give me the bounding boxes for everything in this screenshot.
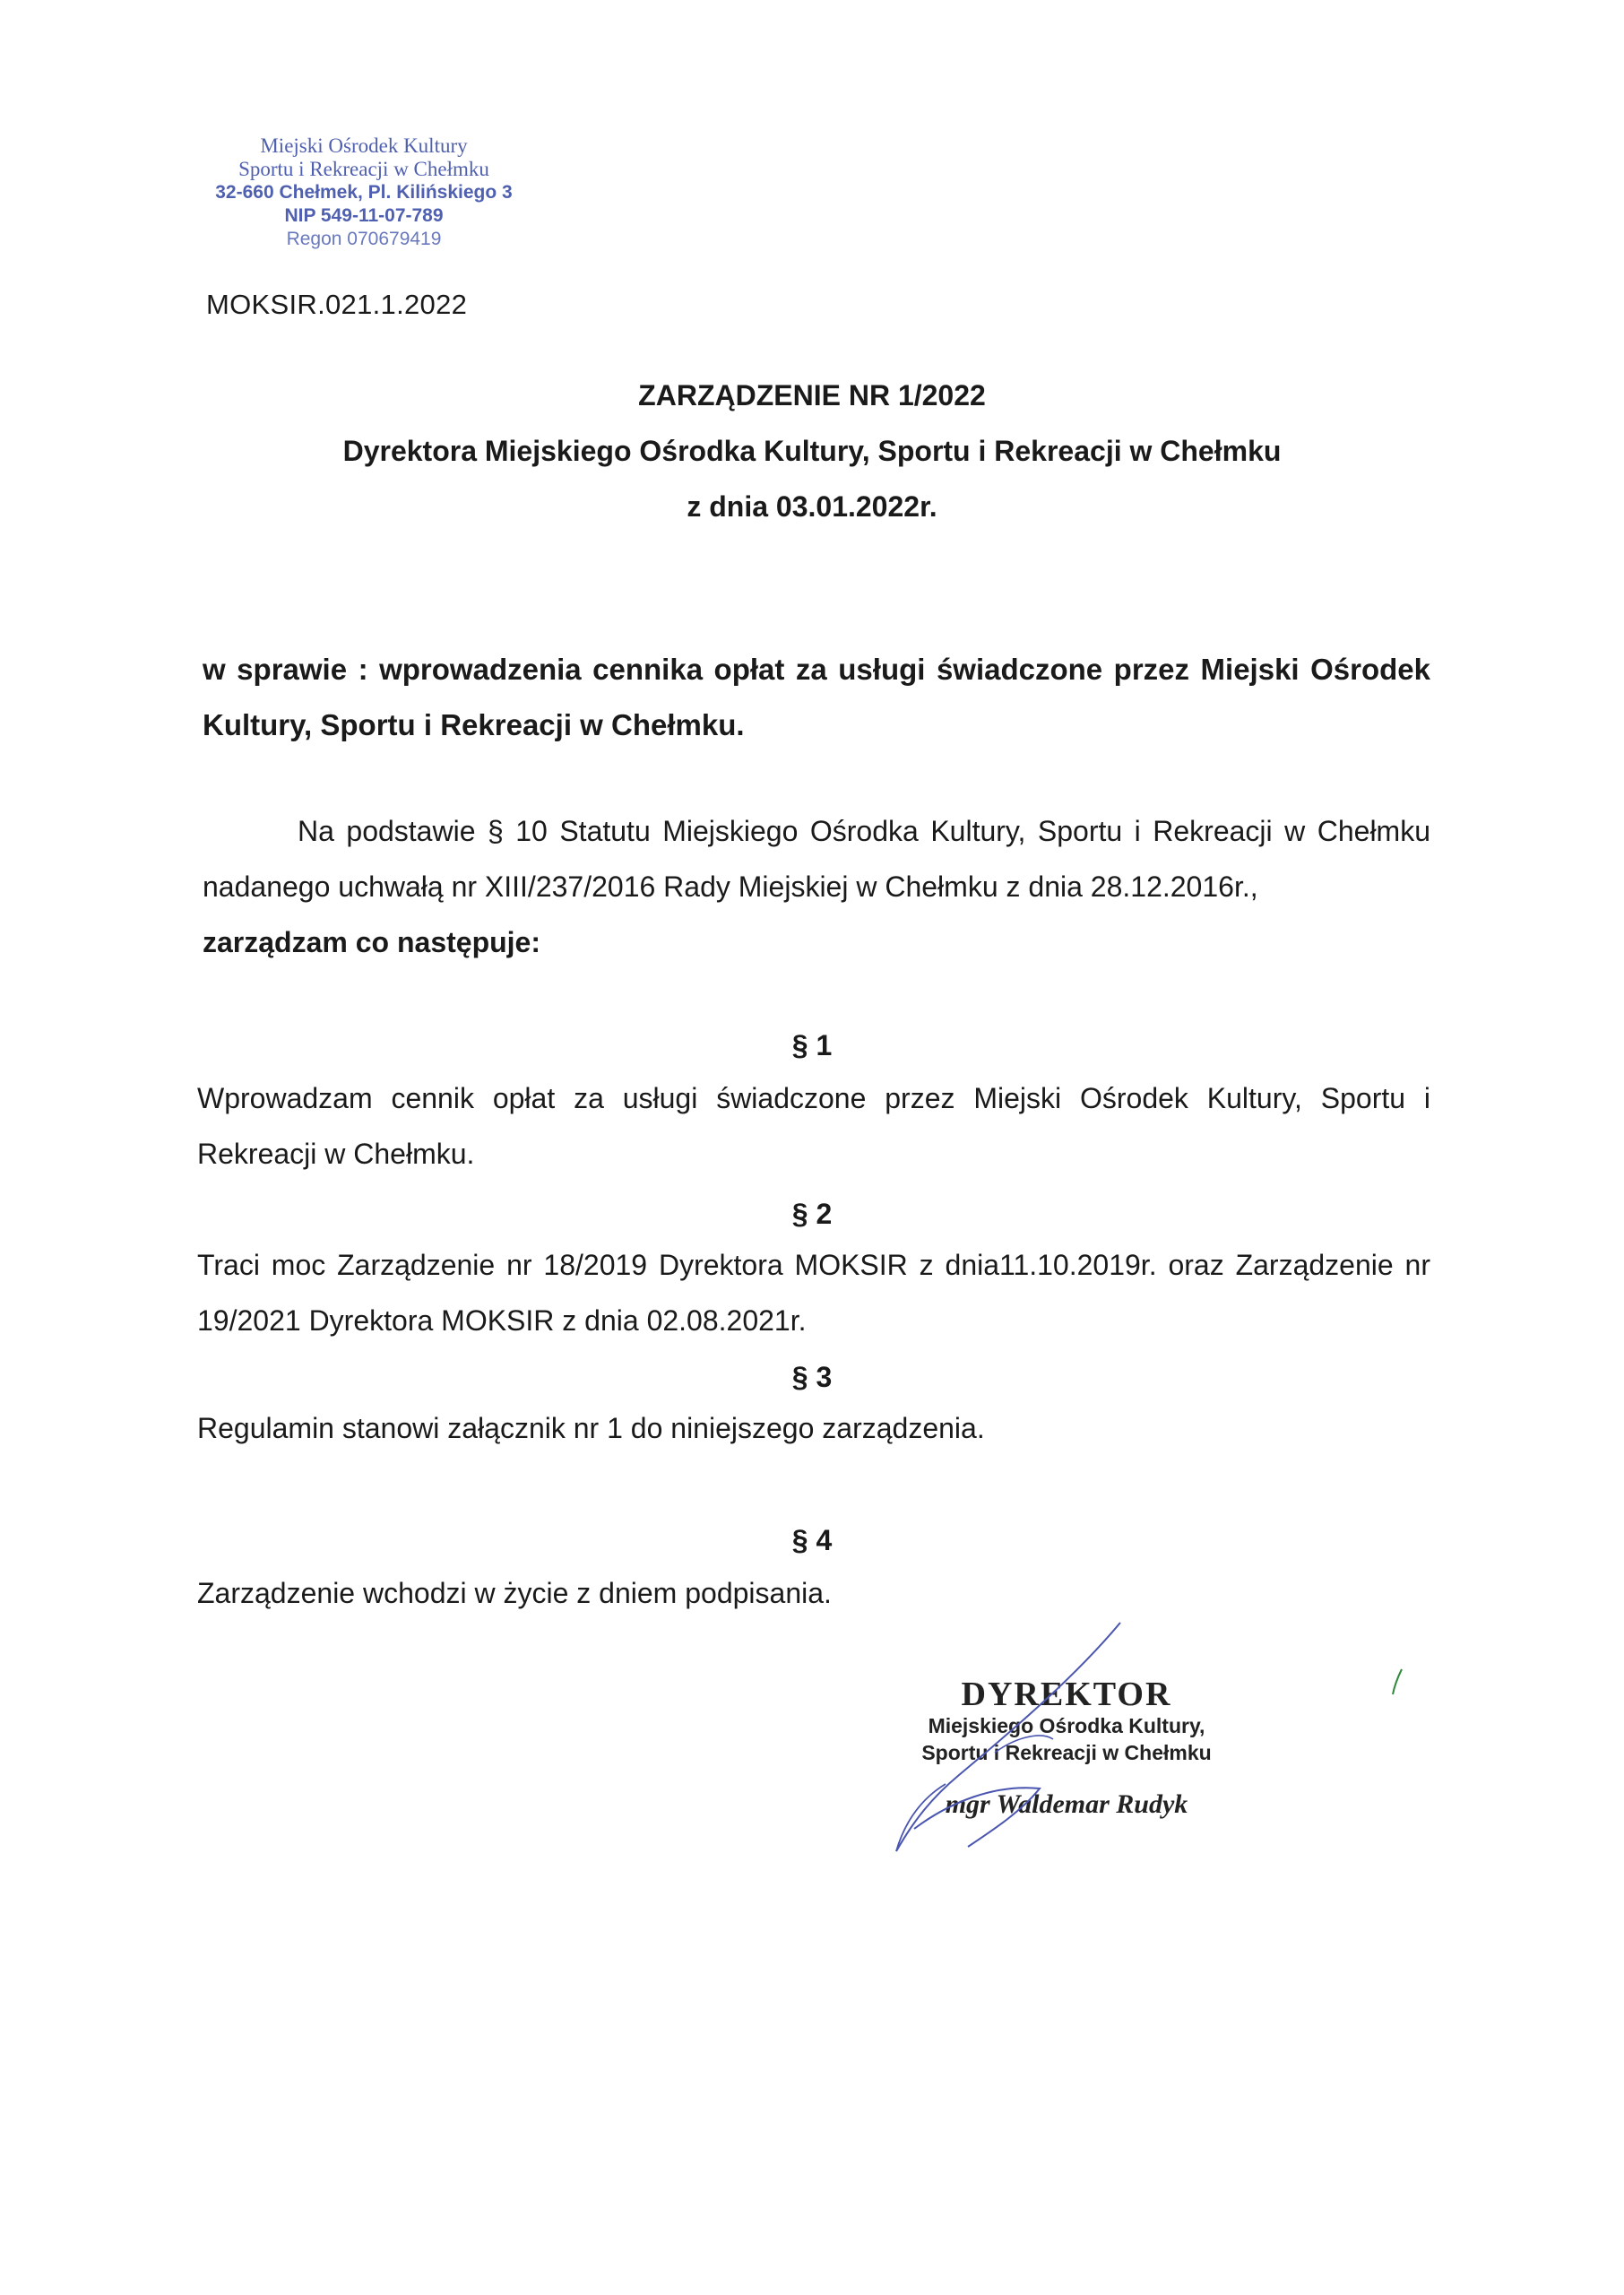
signature-name: mgr Waldemar Rudyk <box>945 1789 1188 1819</box>
signature-title: DYREKTOR <box>961 1676 1172 1713</box>
legal-basis-closing: zarządzam co następuje: <box>203 926 540 958</box>
paragraph-3-text: Regulamin stanowi załącznik nr 1 do niniejszego zarządzenia. <box>197 1412 985 1444</box>
stamp-line-regon: Regon 070679419 <box>286 229 442 249</box>
document-date: z dnia 03.01.2022r. <box>687 490 937 523</box>
paragraph-3-label: § 3 <box>791 1361 833 1393</box>
document-title: ZARZĄDZENIE NR 1/2022 <box>638 379 986 411</box>
stamp-line-name: Miejski Ośrodek Kultury <box>260 134 468 157</box>
signature-org-line-2: Sportu i Rekreacji w Chełmku <box>921 1741 1212 1764</box>
paragraph-2-text: Traci moc Zarządzenie nr 18/2019 Dyrektora MOKSIR z dnia11.10.2019r. oraz Zarządzenie nr 19/2021 Dyrektora MOKSIR z dnia 02.08.2021r. <box>197 1249 1430 1337</box>
document-issuer: Dyrektora Miejskiego Ośrodka Kultury, Sportu i Rekreacji w Chełmku <box>342 435 1282 467</box>
pen-mark <box>1380 1658 1416 1703</box>
stamp-line-unit: Sportu i Rekreacji w Chełmku <box>238 158 489 180</box>
reference-number: MOKSIR.021.1.2022 <box>206 289 468 320</box>
signature-stroke-2 <box>914 1788 1040 1847</box>
document-subject: w sprawie : wprowadzenia cennika opłat za usługi świadczone przez Miejski Ośrodek Kultury, Sportu i Rekreacji w Chełmku. <box>203 653 1430 741</box>
paragraph-1-label: § 1 <box>791 1029 833 1061</box>
handwritten-signature <box>860 1605 1237 1874</box>
paragraph-2-label: § 2 <box>791 1198 833 1230</box>
legal-basis-text: Na podstawie § 10 Statutu Miejskiego Ośrodka Kultury, Sportu i Rekreacji w Chełmku nadanego uchwałą nr XIII/237/2016 Rady Miejskiej w Chełmku z dnia 28.12.2016r., <box>203 815 1430 903</box>
paragraph-4-label: § 4 <box>791 1524 833 1556</box>
paragraph-1-text: Wprowadzam cennik opłat za usługi świadczone przez Miejski Ośrodek Kultury, Sportu i Rekreacji w Chełmku. <box>197 1082 1430 1170</box>
legal-basis <box>203 803 1430 970</box>
stamp-line-nip: NIP 549-11-07-789 <box>284 205 444 226</box>
stamp-line-address: 32-660 Chełmek, Pl. Kilińskiego 3 <box>215 182 513 203</box>
institution-stamp <box>176 134 552 251</box>
signature-org-line-1: Miejskiego Ośrodka Kultury, <box>928 1714 1205 1737</box>
paragraph-4-text: Zarządzenie wchodzi w życie z dniem podpisania. <box>197 1577 832 1609</box>
